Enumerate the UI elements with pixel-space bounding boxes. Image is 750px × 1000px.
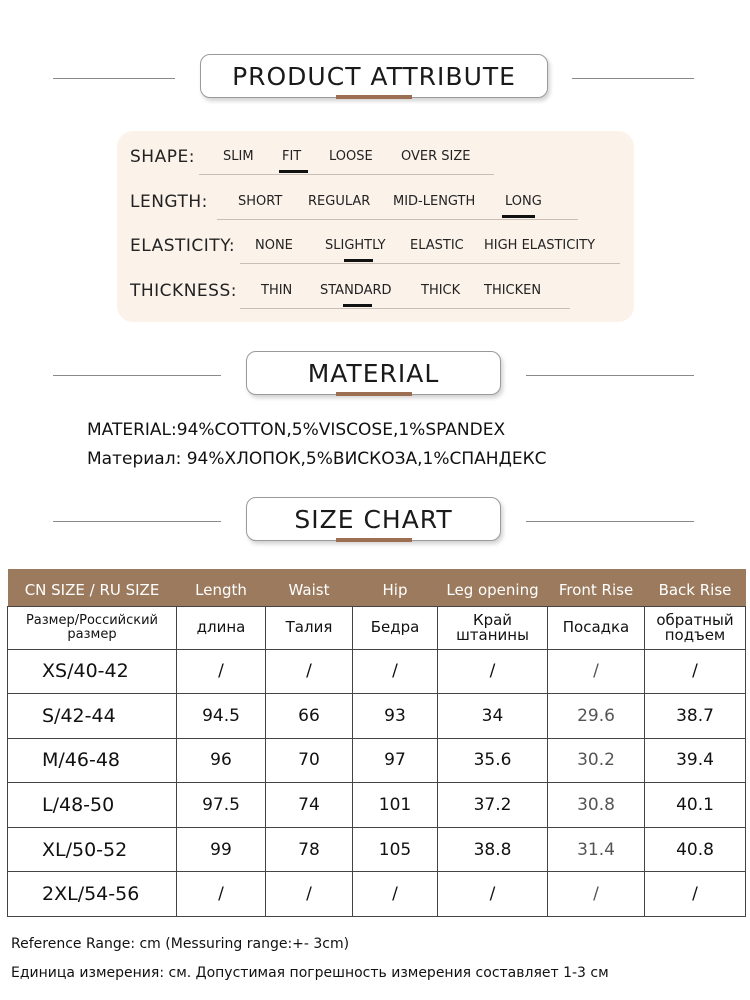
table-row — [8, 694, 746, 739]
ru-header-cell: Талия — [266, 606, 353, 649]
attr-option: REGULAR — [308, 194, 371, 209]
table-cell: 105 — [353, 827, 438, 872]
attr-option: MID-LENGTH — [393, 194, 476, 209]
table-cell: / — [353, 872, 438, 917]
attr-row-shape — [117, 145, 634, 175]
attr-underline — [199, 174, 494, 175]
table-cell: 93 — [353, 694, 438, 739]
header-divider-left — [53, 521, 221, 522]
attr-option: STANDARD — [320, 283, 392, 298]
table-cell: / — [177, 649, 266, 694]
table-cell: 94.5 — [177, 694, 266, 739]
table-row — [8, 738, 746, 783]
header-divider-right — [526, 521, 694, 522]
table-cell: 31.4 — [548, 827, 645, 872]
reference-range-ru: Единица измерения: см. Допустимая погрешность измерения составляет 1-3 см — [11, 965, 609, 981]
attr-option: HIGH ELASTICITY — [484, 238, 596, 253]
size-chart-title: SIZE CHART — [246, 497, 501, 541]
col-header-hip: Hip — [353, 569, 438, 606]
col-header-leg-opening: Leg opening — [438, 569, 548, 606]
col-header-length: Length — [177, 569, 266, 606]
table-row — [8, 827, 746, 872]
table-cell: / — [266, 649, 353, 694]
attr-selected-marker — [502, 215, 535, 218]
table-cell: 97 — [353, 738, 438, 783]
col-header-size: CN SIZE / RU SIZE — [8, 569, 177, 606]
table-cell: 99 — [177, 827, 266, 872]
size-cell: XS/40-42 — [8, 649, 177, 694]
ru-header-cell: обратный подъем — [645, 606, 746, 649]
size-cell: XL/50-52 — [8, 827, 177, 872]
attr-option: LONG — [505, 194, 542, 209]
material-line-en: MATERIAL:94%COTTON,5%VISCOSE,1%SPANDEX — [87, 420, 506, 440]
table-cell: / — [353, 649, 438, 694]
product-attribute-title: PRODUCT ATTRIBUTE — [200, 54, 548, 98]
size-cell: S/42-44 — [8, 694, 177, 739]
attr-option: LOOSE — [329, 149, 373, 164]
header-divider-right — [572, 78, 694, 79]
attr-row-thickness — [117, 279, 634, 309]
ru-header-cell: Посадка — [548, 606, 645, 649]
header-divider-left — [53, 375, 221, 376]
table-cell: / — [645, 872, 746, 917]
attr-option: FIT — [282, 149, 302, 164]
size-cell: 2XL/54-56 — [8, 872, 177, 917]
table-cell: 97.5 — [177, 783, 266, 828]
header-accent — [336, 95, 412, 99]
ru-header-cell: Размер/Российский размер — [8, 606, 177, 649]
attr-option: OVER SIZE — [401, 149, 471, 164]
size-cell: L/48-50 — [8, 783, 177, 828]
table-cell: / — [548, 649, 645, 694]
attr-underline — [240, 263, 620, 264]
size-cell: M/46-48 — [8, 738, 177, 783]
attr-option: SLIM — [223, 149, 254, 164]
table-cell: 40.8 — [645, 827, 746, 872]
material-header — [0, 351, 750, 401]
attr-option: SLIGHTLY — [325, 238, 386, 253]
size-chart-header — [0, 497, 750, 547]
table-cell: 96 — [177, 738, 266, 783]
table-cell: / — [266, 872, 353, 917]
table-cell: 39.4 — [645, 738, 746, 783]
ru-header-cell: длина — [177, 606, 266, 649]
attr-selected-marker — [344, 259, 373, 262]
attr-option: THICKEN — [484, 283, 542, 298]
table-cell: 38.7 — [645, 694, 746, 739]
ru-header-cell: Бедра — [353, 606, 438, 649]
attr-selected-marker — [279, 170, 308, 173]
table-cell: 74 — [266, 783, 353, 828]
size-header-row — [8, 569, 746, 606]
attr-label: SHAPE: — [130, 147, 195, 167]
table-cell: 30.8 — [548, 783, 645, 828]
col-header-back-rise: Back Rise — [645, 569, 746, 606]
table-cell: / — [177, 872, 266, 917]
table-cell: 70 — [266, 738, 353, 783]
table-cell: 101 — [353, 783, 438, 828]
reference-range-en: Reference Range: cm (Messuring range:+- 3cm) — [11, 936, 350, 952]
material-title: MATERIAL — [246, 351, 501, 395]
table-cell: / — [548, 872, 645, 917]
table-cell: 37.2 — [438, 783, 548, 828]
attr-option: SHORT — [238, 194, 283, 209]
product-attribute-header — [0, 54, 750, 104]
table-row — [8, 783, 746, 828]
col-header-waist: Waist — [266, 569, 353, 606]
table-cell: / — [645, 649, 746, 694]
table-cell: 38.8 — [438, 827, 548, 872]
attr-row-elasticity — [117, 234, 634, 264]
table-cell: 34 — [438, 694, 548, 739]
attr-underline — [217, 219, 578, 220]
table-row — [8, 649, 746, 694]
table-cell: / — [438, 872, 548, 917]
header-divider-right — [526, 375, 694, 376]
attr-option: THICK — [421, 283, 461, 298]
attr-label: THICKNESS: — [130, 281, 237, 301]
table-row — [8, 872, 746, 917]
material-line-ru: Материал: 94%ХЛОПОК,5%ВИСКОЗА,1%СПАНДЕКС — [87, 449, 547, 469]
attr-label: LENGTH: — [130, 192, 208, 212]
header-divider-left — [53, 78, 175, 79]
ru-header-cell: Край штанины — [438, 606, 548, 649]
size-ru-header-row — [8, 606, 746, 649]
header-accent — [336, 538, 412, 542]
table-cell: 78 — [266, 827, 353, 872]
table-cell: 40.1 — [645, 783, 746, 828]
size-chart-table — [7, 569, 746, 917]
table-cell: 35.6 — [438, 738, 548, 783]
col-header-front-rise: Front Rise — [548, 569, 645, 606]
table-cell: 66 — [266, 694, 353, 739]
attr-label: ELASTICITY: — [130, 236, 236, 256]
header-accent — [336, 392, 412, 396]
table-cell: / — [438, 649, 548, 694]
attr-selected-marker — [343, 304, 372, 307]
table-cell: 30.2 — [548, 738, 645, 783]
attr-option: NONE — [255, 238, 293, 253]
attr-underline — [240, 308, 570, 309]
attribute-panel — [117, 131, 634, 322]
attr-option: THIN — [261, 283, 293, 298]
table-cell: 29.6 — [548, 694, 645, 739]
attr-option: ELASTIC — [410, 238, 464, 253]
attr-row-length — [117, 190, 634, 220]
